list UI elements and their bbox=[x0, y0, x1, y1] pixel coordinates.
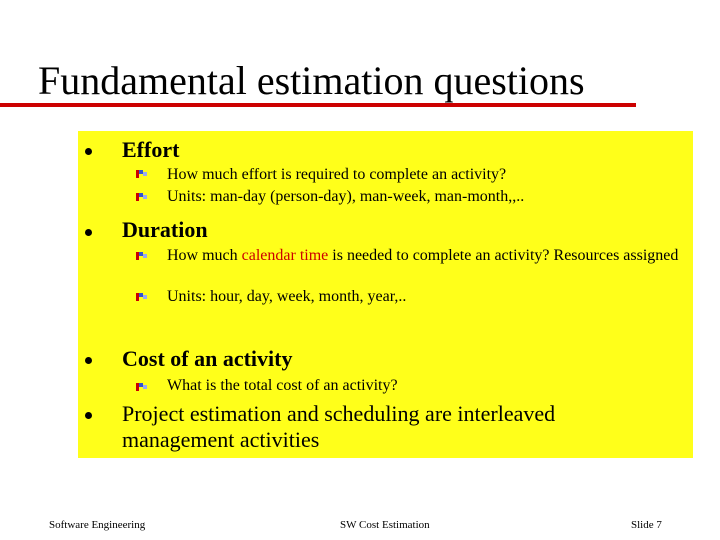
sub-bullet-icon bbox=[135, 250, 149, 262]
section-heading-effort: Effort bbox=[122, 137, 180, 162]
bullet-icon bbox=[85, 229, 92, 236]
cost-item-1: What is the total cost of an activity? bbox=[167, 377, 398, 394]
page-title: Fundamental estimation questions bbox=[38, 58, 585, 103]
sub-bullet-icon bbox=[135, 291, 149, 303]
duration-item-1-before: How much bbox=[167, 247, 242, 264]
bullet-icon bbox=[85, 148, 92, 155]
effort-item-1: How much effort is required to complete an activity? bbox=[167, 166, 507, 183]
sub-bullet-icon bbox=[135, 168, 149, 180]
footer-right: Slide 7 bbox=[631, 519, 662, 531]
sub-bullet-icon bbox=[135, 381, 149, 393]
duration-item-1-after: is needed to complete an activity? Resources assigned bbox=[328, 247, 679, 264]
sub-bullet-icon bbox=[135, 191, 149, 203]
duration-item-2: Units: hour, day, week, month, year,.. bbox=[167, 288, 407, 305]
section-heading-cost: Cost of an activity bbox=[122, 346, 293, 371]
title-underline bbox=[0, 103, 636, 107]
bullet-icon bbox=[85, 412, 92, 419]
section-heading-project-estimation: Project estimation and scheduling are interleaved management activities bbox=[122, 401, 556, 452]
footer-left: Software Engineering bbox=[49, 519, 146, 531]
duration-item-1 bbox=[167, 247, 687, 265]
bullet-icon bbox=[85, 357, 92, 364]
section-heading-duration: Duration bbox=[122, 217, 208, 242]
footer-center: SW Cost Estimation bbox=[340, 519, 430, 531]
calendar-time-highlight: calendar time bbox=[241, 247, 329, 264]
effort-item-2: Units: man-day (person-day), man-week, man-month,,.. bbox=[167, 188, 525, 205]
